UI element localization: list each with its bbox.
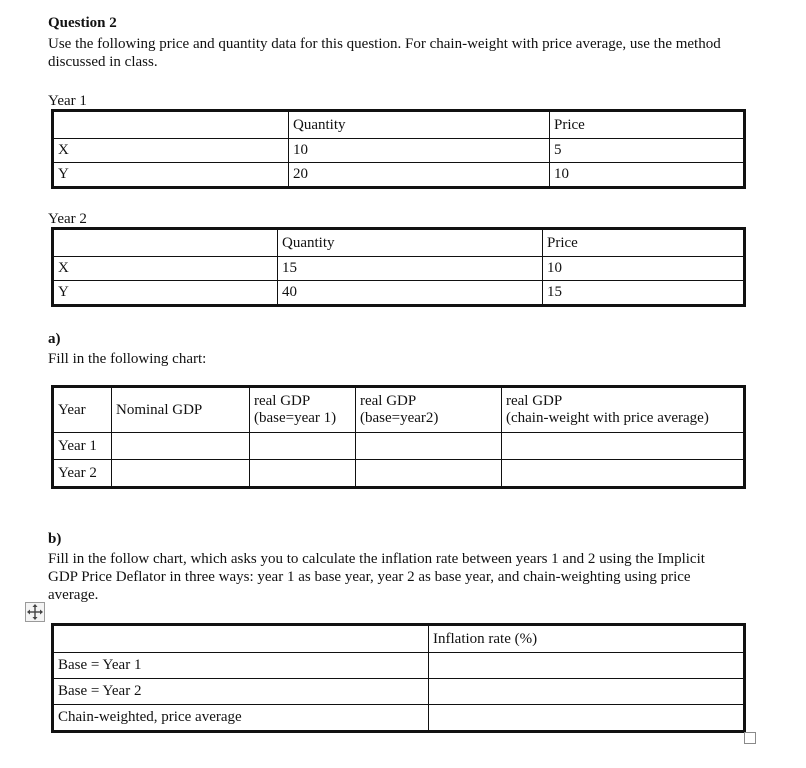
table-cell[interactable]: Price (550, 112, 744, 139)
table-cell[interactable] (429, 679, 744, 705)
table-cell[interactable] (54, 230, 278, 257)
year1-table (53, 111, 744, 187)
table-cell[interactable] (54, 112, 289, 139)
table-cell[interactable]: Year 2 (54, 460, 112, 487)
year2-label: Year 2 (48, 211, 87, 227)
table-cell[interactable] (112, 433, 250, 460)
table-row (54, 460, 744, 487)
header-line: (base=year2) (360, 410, 439, 426)
table-row (54, 257, 744, 281)
table-cell[interactable]: Year 1 (54, 433, 112, 460)
table-cell[interactable]: 5 (550, 139, 744, 163)
table-row (54, 163, 744, 187)
table-row (54, 626, 744, 653)
table-cell[interactable] (502, 388, 744, 433)
table-cell[interactable]: Nominal GDP (112, 388, 250, 433)
table-cell[interactable] (112, 460, 250, 487)
question-title: Question 2 (48, 15, 117, 31)
resize-handle-icon[interactable] (744, 732, 756, 744)
table-row (54, 388, 744, 433)
table-row (54, 139, 744, 163)
table-cell[interactable] (356, 433, 502, 460)
table-cell[interactable] (54, 626, 429, 653)
table-row (54, 230, 744, 257)
table-cell[interactable] (502, 433, 744, 460)
table-row (54, 112, 744, 139)
table-cell[interactable] (429, 705, 744, 731)
header-line: real GDP (360, 393, 417, 409)
year1-label: Year 1 (48, 93, 87, 109)
table-cell[interactable]: 10 (289, 139, 550, 163)
table-cell[interactable]: Inflation rate (%) (429, 626, 744, 653)
table-row (54, 653, 744, 679)
table-cell[interactable]: 10 (543, 257, 744, 281)
table-cell[interactable]: 40 (278, 281, 543, 305)
table-cell[interactable]: Y (54, 281, 278, 305)
header-line: real GDP (506, 393, 563, 409)
table-cell[interactable]: 10 (550, 163, 744, 187)
header-line: (chain-weight with price average) (506, 410, 709, 426)
table-cell[interactable] (356, 460, 502, 487)
table-row (54, 281, 744, 305)
table-cell[interactable]: Year (54, 388, 112, 433)
table-cell[interactable]: Y (54, 163, 289, 187)
table-cell[interactable]: Chain-weighted, price average (54, 705, 429, 731)
header-line: (base=year 1) (254, 410, 337, 426)
table-cell[interactable]: X (54, 257, 278, 281)
year2-table (53, 229, 744, 305)
header-line: real GDP (254, 393, 311, 409)
gdp-chart-table (53, 387, 744, 487)
move-icon (26, 603, 44, 621)
table-cell[interactable]: Base = Year 2 (54, 679, 429, 705)
table-row (54, 433, 744, 460)
part-b-label: b) (48, 531, 62, 547)
table-cell[interactable] (356, 388, 502, 433)
table-cell[interactable] (250, 388, 356, 433)
table-row (54, 679, 744, 705)
table-cell[interactable] (429, 653, 744, 679)
table-move-handle[interactable] (25, 602, 45, 622)
table-cell[interactable]: Base = Year 1 (54, 653, 429, 679)
table-cell[interactable]: 20 (289, 163, 550, 187)
table-cell[interactable]: 15 (543, 281, 744, 305)
table-cell[interactable]: X (54, 139, 289, 163)
question-intro: Use the following price and quantity data for this question. For chain-weight with price average, use the method discussed in class. (48, 36, 721, 70)
inflation-table (53, 625, 744, 731)
table-cell[interactable]: 15 (278, 257, 543, 281)
table-cell[interactable]: Quantity (278, 230, 543, 257)
table-cell[interactable] (250, 460, 356, 487)
part-a-label: a) (48, 331, 61, 347)
table-cell[interactable] (250, 433, 356, 460)
table-cell[interactable]: Price (543, 230, 744, 257)
table-cell[interactable] (502, 460, 744, 487)
part-a-instruction: Fill in the following chart: (48, 351, 207, 367)
table-row (54, 705, 744, 731)
part-b-instruction: Fill in the follow chart, which asks you to calculate the inflation rate between years 1 and 2 using the Implicit GDP Price Deflator in three ways: year 1 as base year, year 2 as base year, and chain-weighting using price average. (48, 551, 705, 603)
table-cell[interactable]: Quantity (289, 112, 550, 139)
